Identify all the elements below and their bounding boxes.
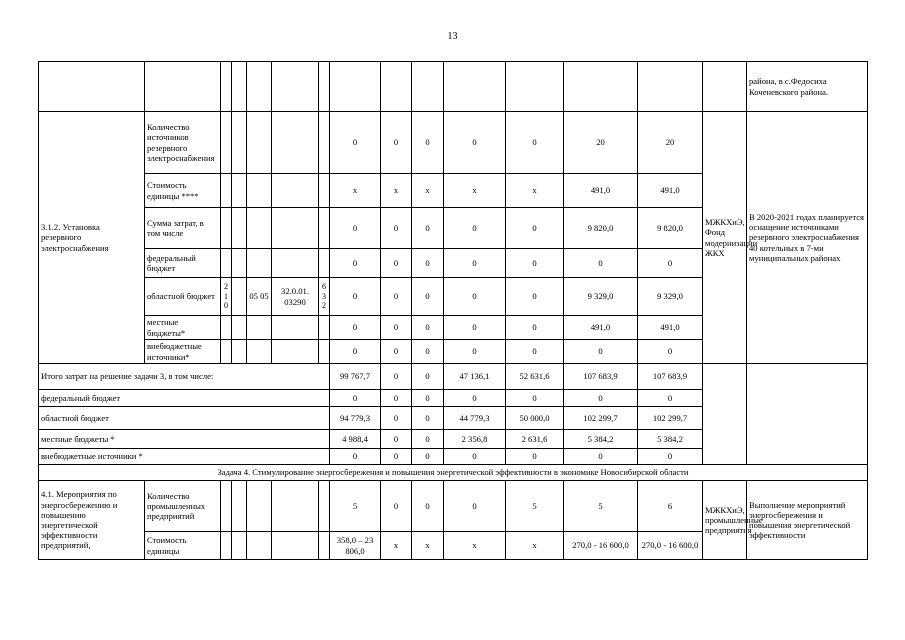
value-cell: 0 (444, 449, 506, 465)
value-cell: 0 (564, 340, 638, 364)
value-cell: 0 (638, 249, 703, 278)
value-cell: 0 (381, 249, 412, 278)
value-cell: 0 (330, 316, 381, 340)
value-cell: 0 (412, 481, 444, 532)
value-cell: 0 (381, 278, 412, 316)
value-cell: 5 384,2 (564, 430, 638, 449)
value-cell: 50 000,0 (506, 407, 564, 430)
task-title: Задача 4. Стимулирование энергосбережения и повышения энергетической эффективности в экономике Новосибирской области (39, 465, 868, 481)
value-cell: 5 (330, 481, 381, 532)
value-cell: 0 (330, 340, 381, 364)
value-cell: 358,0 – 23 806,0 (330, 532, 381, 560)
indicator-label: Стоимость единицы (145, 532, 221, 560)
value-cell: 0 (638, 340, 703, 364)
indicator-label: Количество промышленных предприятий (145, 481, 221, 532)
measure-cell: 4.1. Мероприятия по энергосбережению и повышению энергетической эффективности предприятий, (39, 481, 145, 560)
value-cell: 0 (412, 390, 444, 407)
value-cell: 6 (638, 481, 703, 532)
value-cell: 44 779,3 (444, 407, 506, 430)
total-label: внебюджетные источники * (39, 449, 330, 465)
value-cell: 0 (444, 340, 506, 364)
value-cell: 0 (412, 407, 444, 430)
value-cell: 0 (506, 208, 564, 249)
value-cell: 0 (564, 390, 638, 407)
value-cell: 0 (564, 449, 638, 465)
value-cell: 9 820,0 (564, 208, 638, 249)
value-cell: x (506, 174, 564, 208)
value-cell: 107 683,9 (564, 364, 638, 390)
value-cell: 102 299,7 (564, 407, 638, 430)
total-label: областной бюджет (39, 407, 330, 430)
executor-cell: МЖКХиЭ, Фонд модернизации ЖКХ (703, 112, 747, 364)
value-cell: 491,0 (564, 174, 638, 208)
value-cell: 491,0 (638, 316, 703, 340)
value-cell: 0 (381, 390, 412, 407)
value-cell: 0 (412, 208, 444, 249)
value-cell: x (412, 532, 444, 560)
value-cell: 0 (506, 278, 564, 316)
value-cell: 0 (638, 390, 703, 407)
value-cell: 0 (412, 364, 444, 390)
value-cell: 0 (412, 278, 444, 316)
value-cell: 0 (412, 112, 444, 174)
value-cell: 4 988,4 (330, 430, 381, 449)
value-cell: 0 (330, 278, 381, 316)
value-cell: 0 (412, 316, 444, 340)
grbs-code: 210 (221, 278, 232, 316)
value-cell: 2 631,6 (506, 430, 564, 449)
value-cell: 0 (506, 390, 564, 407)
value-cell: 0 (506, 112, 564, 174)
value-cell: 0 (444, 208, 506, 249)
value-cell: x (381, 532, 412, 560)
page-number: 13 (447, 31, 458, 42)
value-cell: 52 631,6 (506, 364, 564, 390)
indicator-label: местные бюджеты* (145, 316, 221, 340)
value-cell: 20 (564, 112, 638, 174)
value-cell: 0 (412, 340, 444, 364)
value-cell: 0 (506, 340, 564, 364)
value-cell: 20 (638, 112, 703, 174)
table-row (39, 62, 868, 112)
value-cell: 0 (444, 316, 506, 340)
result-cell: района, в с.Федосиха Коченевского района. (747, 62, 868, 112)
value-cell: 270,0 - 16 600,0 (564, 532, 638, 560)
value-cell: 0 (444, 278, 506, 316)
value-cell: 270,0 - 16 600,0 (638, 532, 703, 560)
program-table (38, 61, 868, 560)
total-label: Итого затрат на решение задачи 3, в том числе: (39, 364, 330, 390)
table-row (39, 465, 868, 481)
total-label: местные бюджеты * (39, 430, 330, 449)
value-cell: 0 (444, 390, 506, 407)
value-cell: 0 (330, 112, 381, 174)
value-cell: 5 384,2 (638, 430, 703, 449)
value-cell: 0 (444, 249, 506, 278)
table-row (39, 364, 868, 390)
table-row (39, 481, 868, 532)
value-cell: 0 (330, 390, 381, 407)
result-cell: Выполнение мероприятий энергосбережения и повышения энергетической эффективности (747, 481, 868, 560)
value-cell: 9 329,0 (638, 278, 703, 316)
value-cell: 5 (506, 481, 564, 532)
indicator-label: областной бюджет (145, 278, 221, 316)
value-cell: 107 683,9 (638, 364, 703, 390)
value-cell: x (330, 174, 381, 208)
value-cell: 47 136,1 (444, 364, 506, 390)
indicator-label: Сумма затрат, в том числе (145, 208, 221, 249)
value-cell: 0 (444, 112, 506, 174)
value-cell: 0 (564, 249, 638, 278)
value-cell: x (412, 174, 444, 208)
value-cell: 2 356,8 (444, 430, 506, 449)
value-cell: 491,0 (564, 316, 638, 340)
value-cell: 0 (381, 449, 412, 465)
value-cell: 491,0 (638, 174, 703, 208)
value-cell: x (381, 174, 412, 208)
value-cell: 0 (330, 249, 381, 278)
value-cell: 0 (381, 112, 412, 174)
indicator-label: федеральный бюджет (145, 249, 221, 278)
value-cell: x (444, 174, 506, 208)
value-cell: 0 (381, 340, 412, 364)
rz-code: 05 05 (247, 278, 272, 316)
value-cell: 0 (381, 364, 412, 390)
value-cell: 9 329,0 (564, 278, 638, 316)
indicator-label: Количество источников резервного электроснабжения (145, 112, 221, 174)
value-cell: 0 (381, 208, 412, 249)
value-cell: 0 (506, 249, 564, 278)
value-cell: 0 (330, 208, 381, 249)
table-row (39, 112, 868, 174)
value-cell: 0 (330, 449, 381, 465)
indicator-label: внебюджетные источники* (145, 340, 221, 364)
value-cell: 94 779,3 (330, 407, 381, 430)
value-cell: 0 (506, 449, 564, 465)
csr-code: 32.0.01. 03290 (272, 278, 319, 316)
value-cell: x (444, 532, 506, 560)
total-label: федеральный бюджет (39, 390, 330, 407)
value-cell: 0 (444, 481, 506, 532)
value-cell: 102 299,7 (638, 407, 703, 430)
value-cell: 0 (638, 449, 703, 465)
executor-cell: МЖКХиЭ, промышленные предприятия (703, 481, 747, 560)
result-cell: В 2020-2021 годах планируется оснащение источниками резервного электроснабжения 40 котельных в 7-ми муниципальных районах (747, 112, 868, 364)
value-cell: 99 767,7 (330, 364, 381, 390)
value-cell: 0 (381, 316, 412, 340)
value-cell: 0 (506, 316, 564, 340)
value-cell: 0 (381, 481, 412, 532)
indicator-label: Стоимость единицы **** (145, 174, 221, 208)
value-cell: 0 (381, 407, 412, 430)
value-cell: 0 (412, 430, 444, 449)
value-cell: 0 (412, 449, 444, 465)
value-cell: 0 (381, 430, 412, 449)
value-cell: 0 (412, 249, 444, 278)
value-cell: x (506, 532, 564, 560)
vr-code: 632 (319, 278, 330, 316)
value-cell: 9 820,0 (638, 208, 703, 249)
measure-cell: 3.1.2. Установка резервного электроснабжения (39, 112, 145, 364)
value-cell: 5 (564, 481, 638, 532)
